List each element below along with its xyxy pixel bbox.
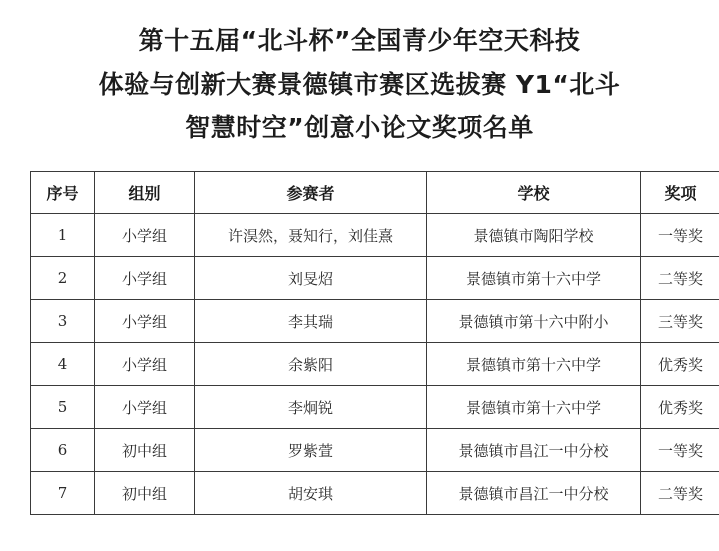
cell-school: 景德镇市第十六中学 bbox=[427, 386, 641, 429]
table-row bbox=[31, 257, 719, 300]
cell-no: 2 bbox=[31, 257, 95, 300]
table-row bbox=[31, 386, 719, 429]
header-no: 序号 bbox=[31, 172, 95, 214]
cell-award: 优秀奖 bbox=[641, 343, 719, 386]
cell-group: 小学组 bbox=[95, 386, 195, 429]
cell-group: 小学组 bbox=[95, 300, 195, 343]
title-line-3: 智慧时空”创意小论文奖项名单 bbox=[185, 113, 534, 142]
cell-participants: 余紫阳 bbox=[195, 343, 427, 386]
header-group: 组别 bbox=[95, 172, 195, 214]
cell-no: 7 bbox=[31, 472, 95, 515]
cell-no: 1 bbox=[31, 214, 95, 257]
cell-no: 3 bbox=[31, 300, 95, 343]
cell-participants: 胡安琪 bbox=[195, 472, 427, 515]
cell-award: 三等奖 bbox=[641, 300, 719, 343]
cell-school: 景德镇市昌江一中分校 bbox=[427, 472, 641, 515]
title-line-1: 第十五届“北斗杯”全国青少年空天科技 bbox=[138, 26, 581, 55]
cell-group: 初中组 bbox=[95, 472, 195, 515]
cell-school: 景德镇市第十六中学 bbox=[427, 257, 641, 300]
cell-group: 小学组 bbox=[95, 214, 195, 257]
cell-no: 6 bbox=[31, 429, 95, 472]
table-row bbox=[31, 472, 719, 515]
cell-award: 一等奖 bbox=[641, 214, 719, 257]
cell-award: 优秀奖 bbox=[641, 386, 719, 429]
table-row bbox=[31, 214, 719, 257]
cell-award: 二等奖 bbox=[641, 257, 719, 300]
awards-table bbox=[30, 171, 719, 515]
header-award: 奖项 bbox=[641, 172, 719, 214]
cell-group: 小学组 bbox=[95, 257, 195, 300]
table-row bbox=[31, 300, 719, 343]
cell-group: 小学组 bbox=[95, 343, 195, 386]
cell-school: 景德镇市昌江一中分校 bbox=[427, 429, 641, 472]
header-school: 学校 bbox=[427, 172, 641, 214]
cell-award: 一等奖 bbox=[641, 429, 719, 472]
cell-no: 5 bbox=[31, 386, 95, 429]
title-line-2: 体验与创新大赛景德镇市赛区选拔赛 Y1“北斗 bbox=[98, 70, 621, 99]
cell-school: 景德镇市第十六中附小 bbox=[427, 300, 641, 343]
cell-participants: 刘旻炤 bbox=[195, 257, 427, 300]
cell-no: 4 bbox=[31, 343, 95, 386]
cell-school: 景德镇市第十六中学 bbox=[427, 343, 641, 386]
table-row bbox=[31, 429, 719, 472]
cell-school: 景德镇市陶阳学校 bbox=[427, 214, 641, 257]
cell-participants: 许淏然，聂知行，刘佳熹 bbox=[195, 214, 427, 257]
cell-award: 二等奖 bbox=[641, 472, 719, 515]
cell-group: 初中组 bbox=[95, 429, 195, 472]
header-participants: 参赛者 bbox=[195, 172, 427, 214]
table-header-row bbox=[31, 172, 719, 214]
cell-participants: 罗紫萱 bbox=[195, 429, 427, 472]
cell-participants: 李其瑞 bbox=[195, 300, 427, 343]
table-row bbox=[31, 343, 719, 386]
cell-participants: 李炯锐 bbox=[195, 386, 427, 429]
